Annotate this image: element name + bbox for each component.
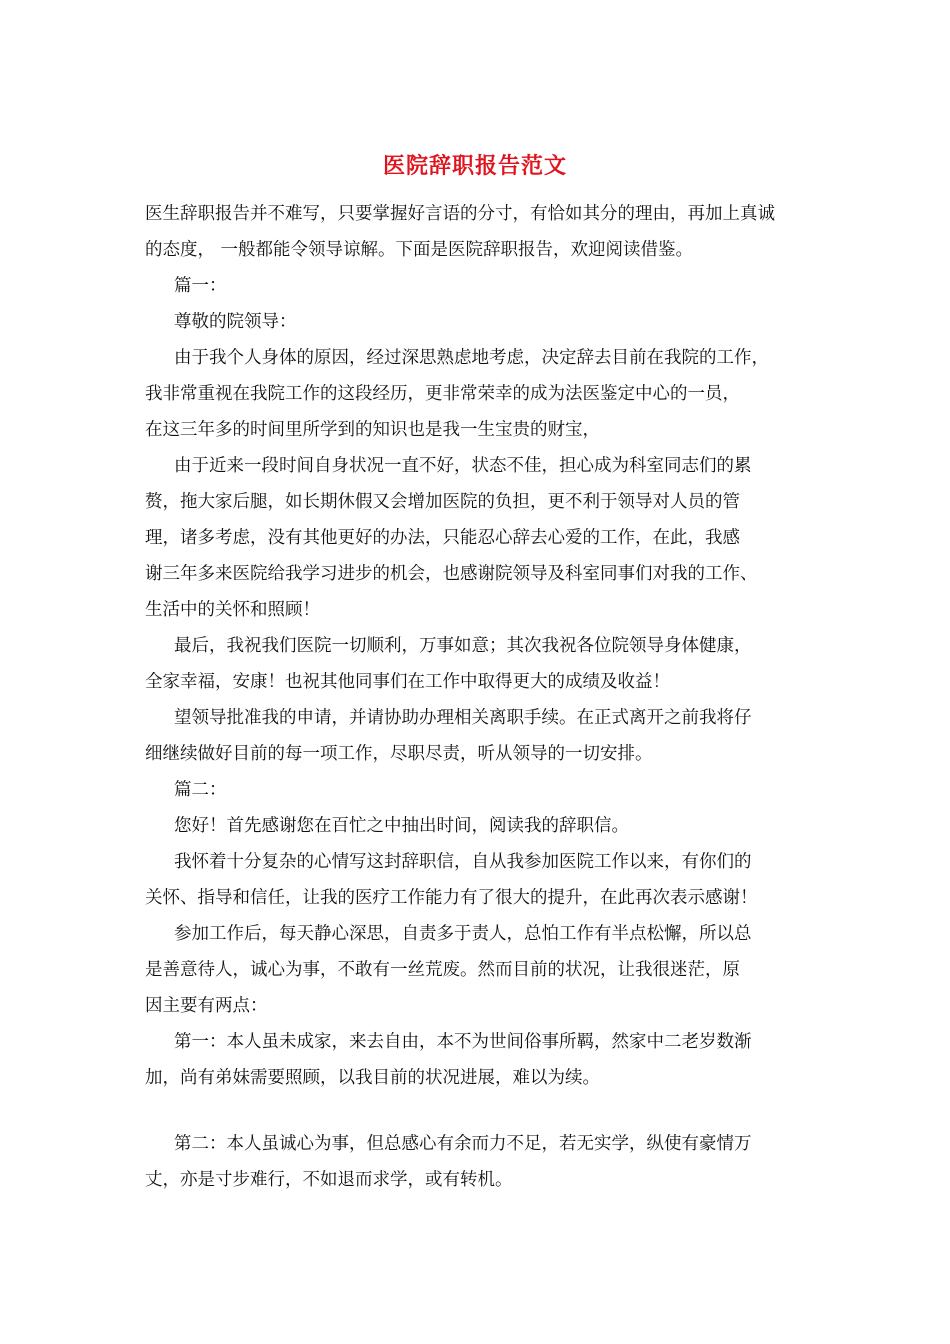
paragraph-line: 全家幸福，安康！也祝其他同事们在工作中取得更大的成绩及收益！	[145, 672, 670, 692]
section-heading: 篇一：	[174, 276, 227, 296]
paragraph-line: 的态度， 一般都能令领导谅解。下面是医院辞职报告，欢迎阅读借鉴。	[145, 240, 694, 260]
paragraph-line: 由于我个人身体的原因，经过深思熟虑地考虑，决定辞去目前在我院的工作，	[174, 348, 769, 368]
paragraph-line: 我怀着十分复杂的心情写这封辞职信，自从我参加医院工作以来，有你们的	[174, 852, 752, 872]
paragraph-line: 医生辞职报告并不难写，只要掌握好言语的分寸，有恰如其分的理由，再加上真诚	[145, 204, 775, 224]
paragraph-line: 第二：本人虽诚心为事，但总感心有余而力不足，若无实学，纵使有豪情万	[174, 1134, 752, 1154]
section-heading: 篇二：	[174, 780, 227, 800]
paragraph-line: 因主要有两点：	[145, 996, 268, 1016]
paragraph-line: 是善意待人，诚心为事，不敢有一丝荒废。然而目前的状况，让我很迷茫，原	[145, 960, 740, 980]
paragraph-line: 丈，亦是寸步难行，不如退而求学，或有转机。	[145, 1170, 513, 1190]
paragraph-line: 在这三年多的时间里所学到的知识也是我一生宝贵的财宝，	[145, 420, 600, 440]
document-title: 医院辞职报告范文	[382, 153, 567, 179]
paragraph-line: 关怀、指导和信任，让我的医疗工作能力有了很大的提升，在此再次表示感谢！	[145, 888, 758, 908]
paragraph-line: 参加工作后，每天静心深思，自责多于责人，总怕工作有半点松懈，所以总	[174, 924, 752, 944]
paragraph-line: 望领导批准我的申请，并请协助办理相关离职手续。在正式离开之前我将仔	[174, 708, 752, 728]
paragraph-line: 谢三年多来医院给我学习进步的机会，也感谢院领导及科室同事们对我的工作、	[145, 564, 758, 584]
paragraph-line: 由于近来一段时间自身状况一直不好，状态不佳，担心成为科室同志们的累	[174, 456, 752, 476]
paragraph-line: 我非常重视在我院工作的这段经历，更非常荣幸的成为法医鉴定中心的一员，	[145, 384, 740, 404]
paragraph-line: 您好！首先感谢您在百忙之中抽出时间，阅读我的辞职信。	[174, 816, 629, 836]
paragraph-line: 细继续做好目前的每一项工作，尽职尽责，听从领导的一切安排。	[145, 744, 653, 764]
paragraph-line: 理，诸多考虑，没有其他更好的办法，只能忍心辞去心爱的工作，在此，我感	[145, 528, 740, 548]
salutation: 尊敬的院领导：	[174, 312, 297, 332]
paragraph-line: 最后，我祝我们医院一切顺利，万事如意；其次我祝各位院领导身体健康，	[174, 636, 752, 656]
paragraph-line: 加，尚有弟妹需要照顾，以我目前的状况进展，难以为续。	[145, 1068, 600, 1088]
paragraph-line: 赘，拖大家后腿，如长期休假又会增加医院的负担，更不利于领导对人员的管	[145, 492, 740, 512]
paragraph-line: 生活中的关怀和照顾！	[145, 600, 320, 620]
paragraph-line: 第一：本人虽未成家，来去自由，本不为世间俗事所羁，然家中二老岁数渐	[174, 1032, 752, 1052]
